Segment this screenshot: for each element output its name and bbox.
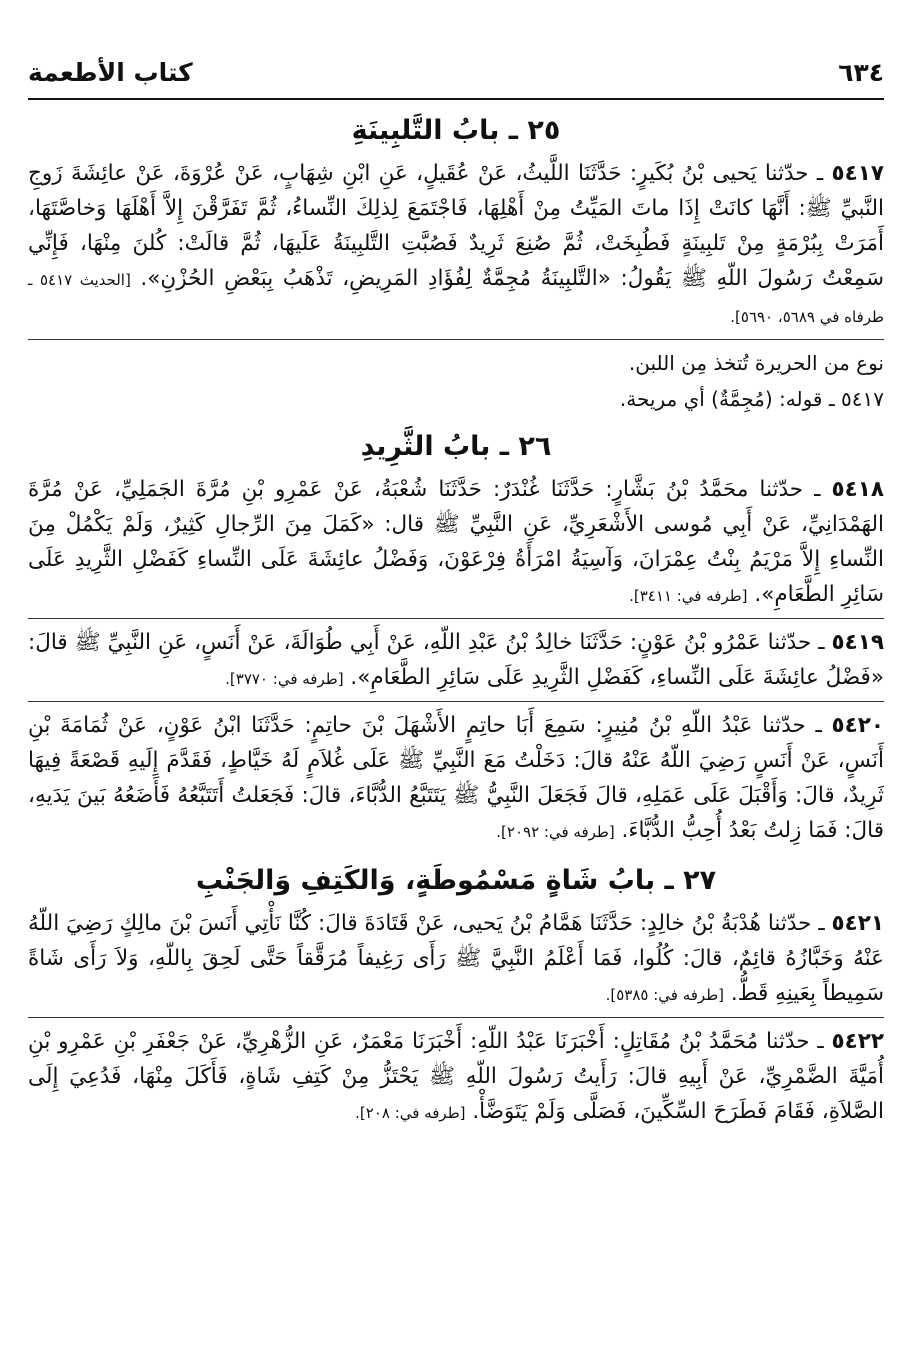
page [28,0,884,1361]
hadith-number: ٥٤٢٠ [831,713,884,738]
hadith-number: ٥٤١٩ [831,630,884,655]
footnote-divider [28,339,884,340]
hadith-paragraph [28,708,884,850]
hadith-number: ٥٤١٨ [831,477,884,502]
header-rule [28,98,884,100]
hadith-divider [28,618,884,619]
hadith-text: ـ حدّثنا عَمْرُو بْنُ عَوْنٍ: حَدَّثَنَا خالِدُ بْنُ عَبْدِ اللّهِ، عَنْ أَبِي طُوَالَةَ، عَنْ أَنَسٍ، عَنِ النَّبِيِّ ﷺ قالَ: «فَضْلُ عائِشَةَ عَلَى النِّساءِ، كَفَضْلِ الثَّرِيدِ عَلَى سَائِرِ الطَّعَامِ». [28,630,884,690]
spacer [28,850,884,862]
hadith-divider [28,701,884,702]
hadith-reference: [طرفه في: ٣٧٧٠]. [225,670,344,688]
hadith-number: ٥٤٢١ [831,911,884,936]
hadith-text: ـ حدّثنا مُحَمَّدُ بْنُ مُقَاتِلٍ: أَخْبَرَنَا عَبْدُ اللّهِ: أَخْبَرَنَا مَعْمَرٌ، عَنِ الزُّهْرِيِّ، عَنْ جَعْفَرِ بْنِ عَمْرِو بْنِ أُمَيَّةَ الضَّمْرِيِّ، عَنْ أَبِيهِ قالَ: رَأَيتُ رَسُولَ اللّهِ ﷺ يَحْتَزُّ مِنْ كَتِفِ شَاةٍ، فَأَكَلَ مِنْهَا، فَدُعِيَ إِلَى الصَّلاَةِ، فَقَامَ فَطَرَحَ السِّكِّينَ، فَصَلَّى وَلَمْ يَتَوَضَّأْ. [28,1029,884,1124]
page-header [28,52,884,92]
book-title: كتاب الأطعمة [28,57,193,87]
hadith-divider [28,1017,884,1018]
hadith-text: ـ حدّثنا محَمَّدُ بْنُ بَشَّارٍ: حَدَّثَنَا غُنْدَرٌ: حَدَّثَنَا شُعْبَةُ، عَنْ عَمْرِو بْنِ مُرَّةَ الجَمَلِيِّ، عَنْ مُرَّةَ الهَمْدَانِيِّ، عَنْ أَبِي مُوسى الأَشْعَرِيِّ، عَنِ النَّبِيِّ ﷺ قال: «كَمَلَ مِنَ الرِّجالِ كَثِيرٌ، وَلَمْ يَكْمُلْ مِنَ النِّساءِ إِلاَّ مَرْيَمُ بِنْتُ عِمْرَانَ، وَآسِيَةُ امْرَأَةُ فِرْعَوْنَ، وَفَضْلُ عائِشَةَ عَلَى النِّساءِ كَفَضْلِ الثَّرِيدِ عَلَى سَائِرِ الطَّعَامِ». [28,477,884,607]
page-number: ٦٣٤ [838,57,884,87]
hadith-paragraph [28,1024,884,1131]
hadith-text: ـ حدّثنا هُدْبَةُ بْنُ خالِدٍ: حَدَّثَنَا هَمَّامُ بْنُ يَحيى، عَنْ قَتَادَةَ قالَ: كُنَّا نَأْتِي أَنَسَ بْنَ مالِكٍ رَضِيَ اللّهُ عَنْهُ وَخَبَّازُهُ قائِمٌ، قالَ: كُلُوا، فَمَا أَعْلَمُ النَّبِيَّ ﷺ رَأَى رَغِيفاً مُرَقَّقاً حَتَّى لَحِقَ بِاللّهِ، وَلاَ رَأَى شَاةً سَمِيطاً بِعَينِهِ قَطُّ. [28,911,884,1006]
hadith-number: ٥٤٢٢ [831,1029,884,1054]
section-title: ٢٧ ـ بابُ شَاةٍ مَسْمُوطَةٍ، وَالكَتِفِ وَالجَنْبِ [195,865,717,896]
hadith-text: ـ حدّثنا عَبْدُ اللّهِ بْنُ مُنِيرٍ: سَمِعَ أَبَا حاتِمٍ الأَشْهَلَ بْنَ حاتِمٍ: حَدَّثَنَا ابْنُ عَوْنٍ، عَنْ ثُمَامَةَ بْنِ أَنَسٍ، عَنْ أَنَسٍ رَضِيَ اللّهُ عَنْهُ قالَ: دَخَلْتُ مَعَ النَّبِيِّ ﷺ عَلَى غُلاَمٍ لَهُ خَيَّاطٍ، فَقَدَّمَ إِلَيهِ قَصْعَةً فِيهَا ثَرِيدٌ، قالَ: وَأَقْبَلَ عَلَى عَمَلِهِ، قالَ فَجَعَلَ النَّبِيُّ ﷺ يَتَتَبَّعُ الدُّبَّاءَ، قالَ: فَجَعَلتُ أَتَتَبَّعُهُ فَأَضَعُهُ بَينَ يَدَيهِ، قالَ: فَمَا زِلتُ بَعْدُ أُحِبُّ الدُّبَّاءَ. [28,713,884,843]
page-content [28,112,884,1131]
hadith-reference: [طرفه في: ٣٤١١]. [629,587,748,605]
hadith-reference: [طرفه في: ٥٣٨٥]. [605,986,724,1004]
footnote: نوع من الحريرة تُتخذ مِن اللبن. [628,351,884,375]
footnote: ٥٤١٧ ـ قوله: (مُجِمَّةٌ) أي مريحة. [619,387,884,411]
hadith-paragraph [28,156,884,335]
hadith-paragraph [28,625,884,697]
spacer [28,416,884,428]
section-title: ٢٥ ـ بابُ التَّلبِينَةِ [351,115,561,146]
hadith-number: ٥٤١٧ [831,161,884,186]
hadith-paragraph [28,906,884,1013]
hadith-reference: [الحديث ٥٤١٧ ـ طرفاه في ٥٦٨٩، ٥٦٩٠]. [28,271,884,326]
section-title: ٢٦ ـ بابُ الثَّرِيدِ [360,431,552,462]
hadith-text: ـ حدّثنا يَحيى بْنُ بُكَيرٍ: حَدَّثَنَا اللَّيثُ، عَنْ عُقَيلٍ، عَنِ ابْنِ شِهَابٍ، عَنْ عُرْوَةَ، عَنْ عائِشَةَ زَوجِ النَّبيِّ ﷺ: أَنَّهَا كانَتْ إِذَا ماتَ المَيِّتُ مِنْ أَهْلِهَا، فَاجْتَمَعَ لِذلِكَ النِّساءُ، ثُمَّ تَفَرَّقْنَ إِلاَّ أَهْلَهَا وَخاصَّتَهَا، أَمَرَتْ بِبُرْمَةٍ مِنْ تَلبِينَةٍ فَطُبِخَتْ، ثُمَّ صُنِعَ ثَرِيدٌ فَصُبَّتِ التَّلبِينَةُ عَلَيهَا، ثُمَّ قالَتْ: كُلنَ مِنْهَا، فَإِنِّي سَمِعْتُ رَسُولَ اللّهِ ﷺ يَقُولُ: «التَّلبِينَةُ مُجِمَّةٌ لِفُؤَادِ المَرِيضِ، تَذْهَبُ بِبَعْضِ الحُزْنِ». [28,161,884,291]
hadith-reference: [طرفه في: ٢٠٨]. [355,1104,466,1122]
hadith-paragraph [28,472,884,614]
hadith-reference: [طرفه في: ٢٠٩٢]. [496,823,615,841]
